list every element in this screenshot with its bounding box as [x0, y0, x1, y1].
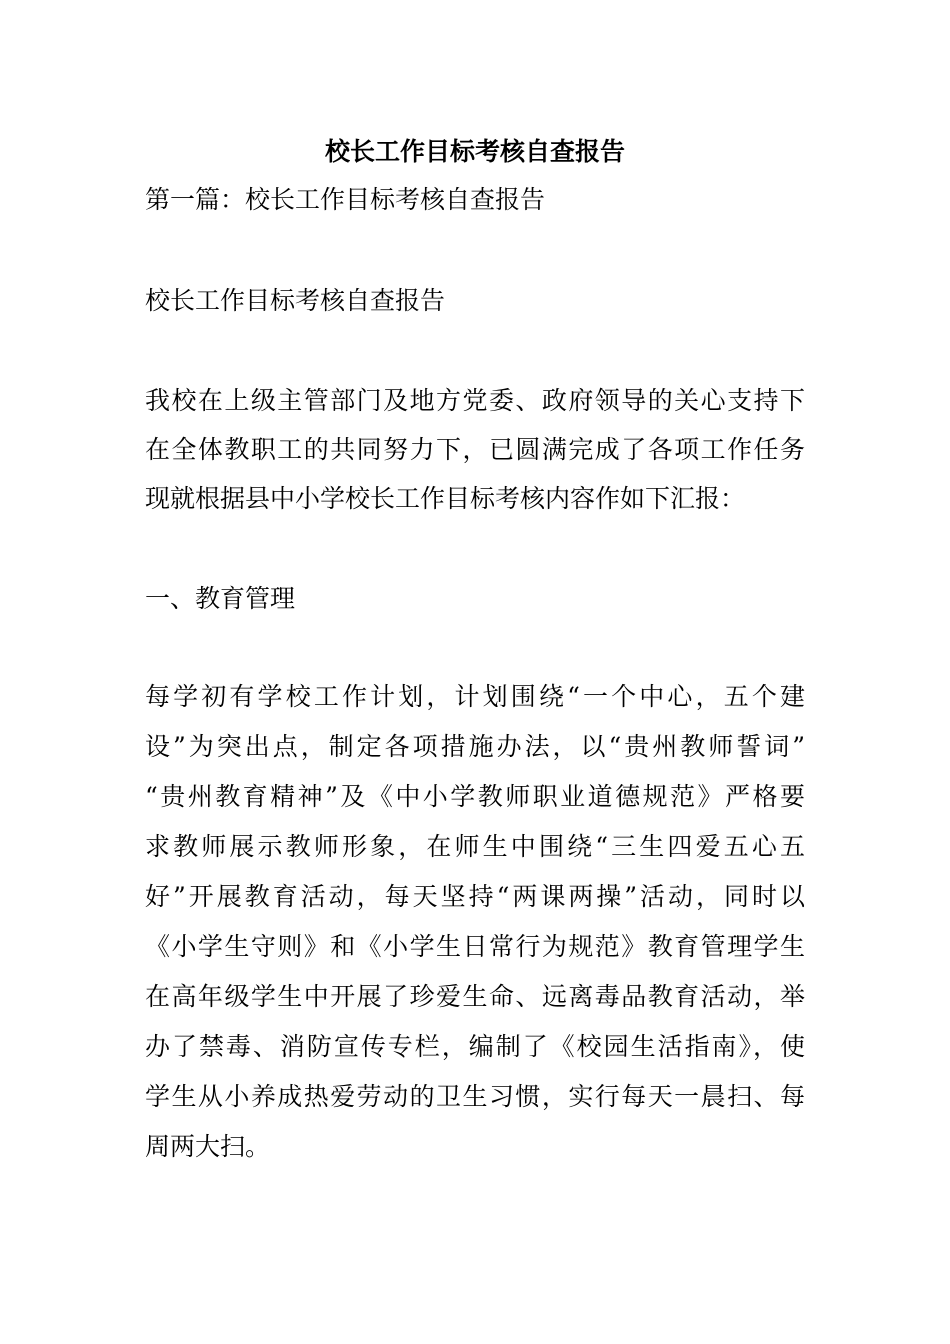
- intro-line: 在全体教职工的共同努力下，已圆满完成了各项工作任务: [145, 435, 805, 464]
- section-line: 周两大扫。: [145, 1132, 271, 1161]
- document-subtitle: 第一篇：校长工作目标考核自查报告: [145, 185, 546, 214]
- section-line: 设”为突出点，制定各项措施办法，以“贵州教师誓词”: [145, 732, 805, 761]
- section-line: 学生从小养成热爱劳动的卫生习惯，实行每天一晨扫、每: [145, 1082, 805, 1111]
- section-line: “贵州教育精神”及《中小学教师职业道德规范》严格要: [145, 782, 805, 811]
- section-line: 好”开展教育活动，每天坚持“两课两操”活动，同时以: [145, 882, 805, 911]
- section-line: 求教师展示教师形象，在师生中围绕“三生四爱五心五: [145, 832, 805, 861]
- section-line: 《小学生守则》和《小学生日常行为规范》教育管理学生: [145, 932, 805, 961]
- report-heading: 校长工作目标考核自查报告: [145, 286, 446, 315]
- section-line: 在高年级学生中开展了珍爱生命、远离毒品教育活动，举: [145, 982, 805, 1011]
- document-title: 校长工作目标考核自查报告: [324, 137, 625, 166]
- section-heading: 一、教育管理: [145, 584, 296, 613]
- intro-line: 现就根据县中小学校长工作目标考核内容作如下汇报：: [145, 484, 746, 513]
- intro-line: 我校在上级主管部门及地方党委、政府领导的关心支持下: [145, 386, 805, 415]
- section-line: 每学初有学校工作计划，计划围绕“一个中心，五个建: [145, 682, 805, 711]
- section-line: 办了禁毒、消防宣传专栏，编制了《校园生活指南》，使: [145, 1032, 805, 1061]
